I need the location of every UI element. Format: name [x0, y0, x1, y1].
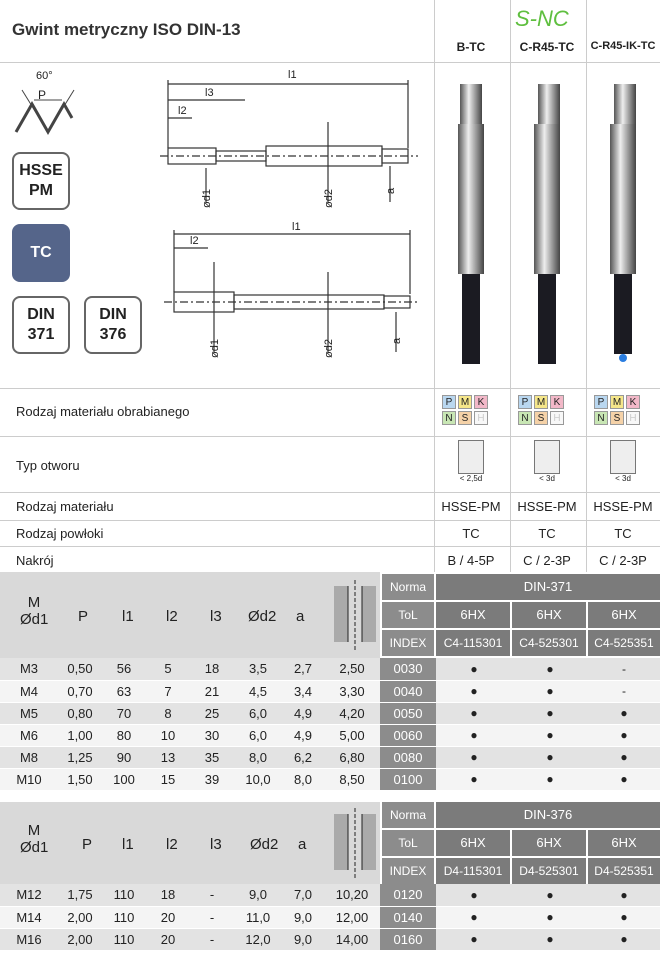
table-cell: M3 [0, 658, 58, 680]
table-cell: 70 [102, 702, 146, 724]
availability-cell: ● [512, 746, 588, 768]
table-row [0, 884, 660, 906]
tol-2: 6HX [512, 602, 586, 628]
availability-cell: ● [436, 768, 512, 790]
material-cr45tc: HSSE-PM [517, 499, 577, 514]
table-cell: 18 [190, 658, 234, 680]
norma-label: Norma [382, 574, 434, 600]
hole-type-1: < 2,5d [434, 440, 508, 483]
material-btc: HSSE-PM [441, 499, 501, 514]
pitch-label: P [38, 88, 47, 102]
table-cell: 0,70 [58, 680, 102, 702]
hole-type-2: < 3d [510, 440, 584, 483]
tap-images [434, 64, 660, 386]
table-cell: 12,00 [324, 906, 380, 928]
table-row [0, 702, 660, 724]
table-cell: 1,75 [58, 884, 102, 906]
table-cell: 1,00 [58, 724, 102, 746]
table-cell: 39 [190, 768, 234, 790]
pmk-grid-3: P M K N S H [594, 392, 640, 425]
availability-cell: ● [588, 768, 660, 790]
hsse-pm-badge: HSSE PM [12, 152, 70, 210]
th2-d2: Ød2 [250, 836, 279, 853]
table-row [0, 658, 660, 680]
table-cell: M10 [0, 768, 58, 790]
dim-ab: a [391, 337, 403, 344]
availability-cell: - [588, 680, 660, 702]
table-cell: M6 [0, 724, 58, 746]
table-row [0, 746, 660, 768]
drill-hole-icon [334, 578, 376, 652]
col-header-btc: B-TC [456, 40, 486, 54]
tol2-3: 6HX [588, 830, 660, 856]
th-m: M Ød1 [20, 594, 49, 628]
th-a: a [296, 608, 305, 625]
angle-label: 60° [36, 70, 53, 82]
table-cell: 12,0 [234, 928, 282, 950]
availability-cell: - [588, 658, 660, 680]
din376-badge: DIN 376 [84, 296, 142, 354]
table-cell: 2,00 [58, 906, 102, 928]
table-cell: 110 [102, 906, 146, 928]
index-1: C4-115301 [436, 630, 510, 656]
table-cell: 3,4 [282, 680, 324, 702]
table-cell: 6,80 [324, 746, 380, 768]
table-cell: 8 [146, 702, 190, 724]
tol-1: 6HX [436, 602, 510, 628]
norma-value: DIN-371 [436, 574, 660, 600]
material-cr45iktc: HSSE-PM [593, 499, 653, 514]
table-cell: 9,0 [234, 884, 282, 906]
table-cell: 2,00 [58, 928, 102, 950]
tol2-1: 6HX [436, 830, 510, 856]
dim-l1: l1 [288, 69, 297, 81]
table-cell: 4,20 [324, 702, 380, 724]
tol-3: 6HX [588, 602, 660, 628]
coating-cr45iktc: TC [614, 526, 632, 541]
pmk-grid-2: P M K N S H [518, 392, 564, 425]
table-cell: M14 [0, 906, 58, 928]
index2-2: D4-525301 [512, 858, 586, 884]
table-cell: 30 [190, 724, 234, 746]
th2-m: M Ød1 [20, 822, 49, 856]
table-cell: 4,9 [282, 702, 324, 724]
tol2-2: 6HX [512, 830, 586, 856]
cut-cr45tc: C / 2-3P [523, 553, 571, 568]
table-cell: 3,30 [324, 680, 380, 702]
availability-cell: ● [512, 906, 588, 928]
blind-hole-icon [534, 440, 560, 474]
cut-cr45iktc: C / 2-3P [599, 553, 647, 568]
index-cell: 0160 [380, 928, 436, 950]
availability-cell: ● [512, 768, 588, 790]
tol-label: ToL [382, 602, 434, 628]
dim-l2: l2 [178, 105, 187, 117]
availability-cell: ● [436, 906, 512, 928]
table-row [0, 928, 660, 950]
table-cell: - [190, 906, 234, 928]
coating-cr45tc: TC [538, 526, 556, 541]
table-cell: 20 [146, 906, 190, 928]
table-cell: 110 [102, 884, 146, 906]
table-cell: 8,0 [282, 768, 324, 790]
th-l1: l1 [122, 608, 134, 625]
tap-cr45iktc-image [610, 84, 636, 362]
table-cell: 15 [146, 768, 190, 790]
dim-l1b: l1 [292, 221, 301, 233]
availability-cell: ● [436, 928, 512, 950]
availability-cell: ● [512, 928, 588, 950]
index-label: INDEX [382, 630, 434, 656]
page-title: Gwint metryczny ISO DIN-13 [12, 20, 241, 39]
index-cell: 0060 [380, 724, 436, 746]
th2-l3: l3 [210, 836, 222, 853]
index2-label: INDEX [382, 858, 434, 884]
availability-cell: ● [588, 906, 660, 928]
technical-drawing [150, 62, 430, 388]
table-cell: M16 [0, 928, 58, 950]
th2-l2: l2 [166, 836, 178, 853]
table-cell: 6,2 [282, 746, 324, 768]
availability-cell: ● [436, 884, 512, 906]
table1-header [0, 572, 380, 658]
table-cell: 21 [190, 680, 234, 702]
table-cell: 7 [146, 680, 190, 702]
index-cell: 0100 [380, 768, 436, 790]
dim-d2: ød2 [323, 189, 335, 208]
table-cell: 13 [146, 746, 190, 768]
table-cell: 100 [102, 768, 146, 790]
table-cell: 4,9 [282, 724, 324, 746]
index-cell: 0050 [380, 702, 436, 724]
table-cell: M5 [0, 702, 58, 724]
table-cell: 2,50 [324, 658, 380, 680]
table-cell: 2,7 [282, 658, 324, 680]
table-cell: 5,00 [324, 724, 380, 746]
table-cell: 1,50 [58, 768, 102, 790]
th2-p: P [82, 836, 93, 853]
table-cell: 5 [146, 658, 190, 680]
availability-cell: ● [436, 746, 512, 768]
pmk-grid-1: P M K N S H [442, 392, 488, 425]
table-cell: 10 [146, 724, 190, 746]
table-cell: 18 [146, 884, 190, 906]
availability-cell: ● [512, 658, 588, 680]
index-cell: 0140 [380, 906, 436, 928]
availability-cell: ● [512, 702, 588, 724]
index-cell: 0030 [380, 658, 436, 680]
table-cell: 90 [102, 746, 146, 768]
col-header-cr45iktc: C-R45-IK-TC [590, 40, 656, 52]
table-cell: - [190, 928, 234, 950]
table-row [0, 724, 660, 746]
table-cell: M12 [0, 884, 58, 906]
blind-hole-icon [610, 440, 636, 474]
table-row [0, 906, 660, 928]
availability-cell: ● [436, 658, 512, 680]
availability-cell: ● [512, 724, 588, 746]
col-header-cr45tc: C-R45-TC [519, 40, 575, 54]
dim-d1b: ød1 [209, 339, 221, 358]
table-cell: 56 [102, 658, 146, 680]
row-label-material-type: Rodzaj materiału obrabianego [16, 404, 190, 419]
availability-cell: ● [436, 724, 512, 746]
index-cell: 0120 [380, 884, 436, 906]
table-cell: 110 [102, 928, 146, 950]
row-label-material: Rodzaj materiału [16, 499, 114, 514]
table-cell: M8 [0, 746, 58, 768]
th2-l1: l1 [122, 836, 134, 853]
index-cell: 0040 [380, 680, 436, 702]
availability-cell: ● [588, 746, 660, 768]
th-l3: l3 [210, 608, 222, 625]
th-d2: Ød2 [248, 608, 277, 625]
th-l2: l2 [166, 608, 178, 625]
table-cell: 7,0 [282, 884, 324, 906]
table-cell: 10,0 [234, 768, 282, 790]
availability-cell: ● [588, 702, 660, 724]
table-cell: 0,50 [58, 658, 102, 680]
availability-cell: ● [512, 884, 588, 906]
tap-cr45tc-image [534, 84, 560, 364]
tap-btc-image [458, 84, 484, 364]
availability-cell: ● [436, 702, 512, 724]
table-cell: - [190, 884, 234, 906]
index-2: C4-525301 [512, 630, 586, 656]
row-label-hole-type: Typ otworu [16, 458, 80, 473]
norma2-value: DIN-376 [436, 802, 660, 828]
norma2-label: Norma [382, 802, 434, 828]
dim-l2b: l2 [190, 235, 199, 247]
tol2-label: ToL [382, 830, 434, 856]
table-cell: 4,5 [234, 680, 282, 702]
th2-a: a [298, 836, 307, 853]
table2-header [0, 802, 380, 884]
table-cell: 3,5 [234, 658, 282, 680]
table-cell: 63 [102, 680, 146, 702]
row-label-coating: Rodzaj powłoki [16, 526, 104, 541]
dim-a: a [385, 187, 397, 194]
table-cell: 0,80 [58, 702, 102, 724]
brand-logo: S-NC [515, 6, 569, 31]
table-row [0, 680, 660, 702]
table-cell: 10,20 [324, 884, 380, 906]
th-p: P [78, 608, 89, 625]
availability-cell: ● [588, 724, 660, 746]
table-cell: 11,0 [234, 906, 282, 928]
index2-3: D4-525351 [588, 858, 660, 884]
coating-btc: TC [462, 526, 480, 541]
table-cell: 35 [190, 746, 234, 768]
table-cell: 14,00 [324, 928, 380, 950]
dim-d2b: ød2 [323, 339, 335, 358]
availability-cell: ● [588, 928, 660, 950]
table-cell: 8,50 [324, 768, 380, 790]
table-row [0, 768, 660, 790]
hole-type-3: < 3d [586, 440, 660, 483]
table-cell: 25 [190, 702, 234, 724]
table-cell: 20 [146, 928, 190, 950]
table-cell: 1,25 [58, 746, 102, 768]
drill-hole-icon [334, 806, 376, 880]
table-cell: 6,0 [234, 702, 282, 724]
dim-d1: ød1 [201, 189, 213, 208]
dim-l3: l3 [205, 87, 214, 99]
table-cell: 80 [102, 724, 146, 746]
table-cell: 8,0 [234, 746, 282, 768]
through-hole-icon [458, 440, 484, 474]
table-cell: 6,0 [234, 724, 282, 746]
table-cell: M4 [0, 680, 58, 702]
table-cell: 9,0 [282, 928, 324, 950]
row-label-cut: Nakrój [16, 553, 54, 568]
tc-badge: TC [12, 224, 70, 282]
index2-1: D4-115301 [436, 858, 510, 884]
table-cell: 9,0 [282, 906, 324, 928]
index-3: C4-525351 [588, 630, 660, 656]
index-cell: 0080 [380, 746, 436, 768]
table1-body [0, 658, 660, 791]
cut-btc: B / 4-5P [447, 553, 495, 568]
availability-cell: ● [512, 680, 588, 702]
table2-body [0, 884, 660, 951]
din371-badge: DIN 371 [12, 296, 70, 354]
availability-cell: ● [588, 884, 660, 906]
availability-cell: ● [436, 680, 512, 702]
